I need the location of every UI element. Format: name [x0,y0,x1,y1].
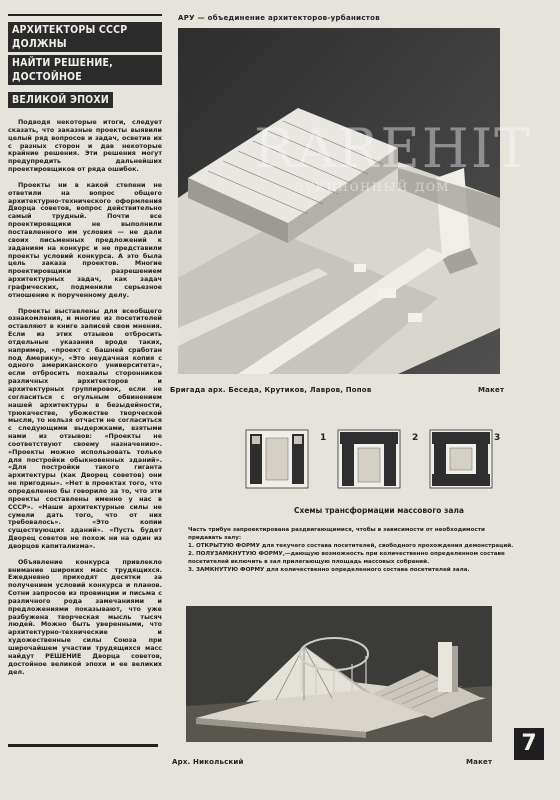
model-photo-aru [178,28,533,374]
page-number: 7 [514,728,544,760]
model-photo-nikolsky [186,606,492,742]
scheme-label-3: 3 [494,433,501,443]
watermark-brand: RAREHIT [254,117,533,180]
scheme-1-diagram [246,430,308,488]
headline-line-1: АРХИТЕКТОРЫ СССР ДОЛЖНЫ [8,22,162,52]
scheme-label-1: 1 [320,433,327,443]
notes-item-1: 1. ОТКРЫТУЮ ФОРМУ для текучего состава посетителей, свободного прохождения демонстраций. [188,543,514,549]
schemes-title: Схемы трансформации массового зала [294,506,464,515]
headline-line-3: ВЕЛИКОЙ ЭПОХИ [8,92,113,108]
scheme-label-2: 2 [412,433,419,443]
auction-watermark [254,117,533,195]
headline-line-2: НАЙТИ РЕШЕНИЕ, ДОСТОЙНОЕ [8,55,162,85]
article-paragraph: Подводя некоторые итоги, следует сказать, что заказные проекты выявили целый ряд вопросов и задач, осветив их с разных сторон и дав некоторые крайние решения. Эти решения могут предупредить дальнейших проектировщиков от ряда ошибок. [8,119,162,174]
top-rule [8,14,162,16]
article-paragraph: Объявление конкурса привлекло внимание широких масс трудящихся. Ежедневно приходят десятки за получением условий конкурса и планов. Сотни запросов из провинции и письма с различного рода замечаниями и предложениями показывают, что уже разбужена творческая мысль тысяч людей. Можно быть уверенными, что архитектурно-технические и художественные силы Союза при широчайшем участии трудящихся масс найдут РЕШЕНИЕ Дворца советов, достойное великой эпохи и ее великих дел. [8,558,162,676]
transformation-schemes [246,428,501,490]
notes-item-2: 2. ПОЛУЗАМКНУТУЮ ФОРМУ,—дающую возможность при количественно определенном составе посетителей включить в зал прилегающую площадь массовых собраний. [188,551,505,565]
scheme-3-diagram [430,430,492,488]
watermark-subtitle: аукционный дом [294,176,450,195]
notes-intro: Часть трибун запроектирована раздвигающимися, чтобы в зависимости от необходимости придавать залу: [188,527,485,541]
article-paragraph: Проекты выставлены для всеобщего ознакомления, и многие из посетителей оставляют в книге записей свои мнения. Если из этих отзывов отбросить отдельные указания вроде таких, например, «проект с башней сработан под Америку», «Это неудачная копия с одного американского университета», если отбросить похвалы сторонников различных архитекторов и архитектурных группировок, если не согласиться с огульным обвинением нашей архитектуры в безыдейности, трюкачестве, убожестве творческой мысли, то нельзя отчасти не согласиться с следующими выдержками, взятыми нами из отзывов: «Проекты не соответствуют своему назначению». «Проекты можно использовать только для постройки обыкновенных зданий». «Для постройки такого гиганта архитектуры (как Дворец советов) они не пригодны». «Нет в проектах того, что определенно бы говорило за то, что эти проекты составлены именно у нас в СССР». «Наши архитектурные силы не сумели дать того, что от них требовалось». «Это копии существующих зданий». «Пусть будет Дворец советов не похож ни на один из дворцов капитализма». [8,307,162,550]
scheme-notes [188,526,518,574]
scheme-2-diagram [338,430,400,488]
figure2-caption-type: Макет [466,758,493,766]
article-column [8,14,162,676]
figure1-caption-authors: Бригада арх. Беседа, Крутиков, Лавров, Попов [170,386,372,394]
figure2-caption-author: Арх. Никольский [172,758,244,766]
article-paragraph: Проекты ни в какой степени не ответили на вопрос общего архитектурно-технического оформления Дворца советов, вопрос действительно самый трудный. Почти все проектировщики не выполнили поставленного им условия — не дали своих письменных предложений к заданиям на конкурс и не представили проекты условий конкурса. А это была цель заказа проектов. Многие проектировщики разрешением архитектурных задач, как задач графических, подменили серьезное отношение к порученному делу. [8,181,162,299]
notes-item-3: 3. ЗАМКНУТУЮ ФОРМУ для количественно определенного состава посетителей зала. [188,567,470,573]
figure1-caption-type: Макет [478,386,505,394]
bottom-rule [8,744,158,747]
section-caption: АРУ — объединение архитекторов-урбанистов [178,14,380,22]
